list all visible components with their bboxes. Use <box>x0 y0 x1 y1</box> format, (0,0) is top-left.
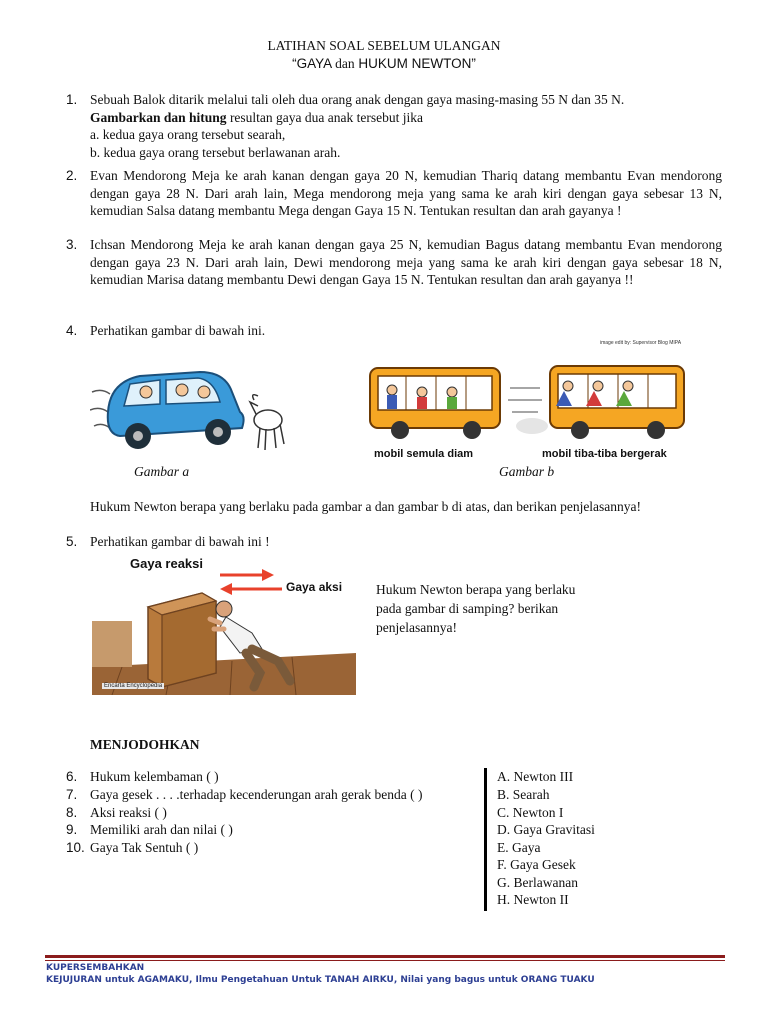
question-1 <box>90 91 730 161</box>
label-gaya-reaksi: Gaya reaksi <box>130 556 204 571</box>
footer-rule <box>45 960 725 961</box>
caption-gambar-a: Gambar a <box>134 464 190 479</box>
answer-option: F. Gaya Gesek <box>497 857 576 872</box>
question-1-number: 1. <box>66 92 78 107</box>
matching-item: Memiliki arah dan nilai ( ) <box>90 822 233 837</box>
bus-illustration <box>360 348 695 458</box>
question-1-line2 <box>90 109 730 127</box>
subtitle-part: HUKUM NEWTON” <box>354 56 476 71</box>
footer-line-1: KUPERSEMBAHKAN <box>46 963 145 973</box>
caption-gambar-b: Gambar b <box>499 464 555 479</box>
question-2: Evan Mendorong Meja ke arah kanan dengan gaya 20 N, kemudian Thariq datang membantu Evan mendorong dengan gaya 28 N. Dari arah lain, Mega mendorong meja yang sama ke arah kiri dengan gaya sebesar 13 N, kemudian Salsa datang membantu Mega dengan Gaya 15 N. Tentukan resultan dan arah gayanya ! <box>90 168 722 218</box>
question-1-option-b: b. kedua gaya orang tersebut berlawanan arah. <box>90 144 341 160</box>
matching-item: Gaya gesek . . . .terhadap kecenderungan arah gerak benda ( ) <box>90 787 423 802</box>
matching-heading: MENJODOHKAN <box>90 737 200 752</box>
matching-divider <box>484 768 487 911</box>
matching-item-number: 8. <box>66 805 78 820</box>
question-5-prompt <box>376 580 575 637</box>
question-3: Ichsan Mendorong Meja ke arah kanan dengan gaya 25 N, kemudian Bagus datang membantu Evan mendorong dengan gaya 23 N. Dari arah lain, Dewi mendorong meja yang sama ke arah kiri dengan gaya sebesar 18 N, kemudian Marisa datang membantu Dewi dengan Gaya 15 N. Tentukan resultan dan arah gayanya !! <box>90 237 722 287</box>
question-4-number: 4. <box>66 323 78 338</box>
car-figure <box>90 362 290 462</box>
question-5-prompt-line1: Hukum Newton berapa yang berlaku <box>376 582 576 597</box>
matching-item: Aksi reaksi ( ) <box>90 805 167 820</box>
car-illustration <box>90 362 290 462</box>
question-5-prompt-line3: penjelasannya! <box>376 620 457 635</box>
answer-option: B. Searah <box>497 787 550 802</box>
question-1-rest: resultan gaya dua anak tersebut jika <box>226 109 423 125</box>
document-subtitle <box>0 56 768 72</box>
matching-item: Hukum kelembaman ( ) <box>90 769 219 784</box>
label-gaya-aksi: Gaya aksi <box>286 580 343 594</box>
answer-option: E. Gaya <box>497 840 541 855</box>
subtitle-dan: dan <box>335 56 355 71</box>
answer-option: C. Newton I <box>497 805 564 820</box>
question-4-text: Perhatikan gambar di bawah ini. <box>90 323 266 338</box>
question-1-option-a: a. kedua gaya orang tersebut searah, <box>90 127 286 142</box>
image-credit: image edit by: Supervisor Blog MIPA <box>600 340 682 346</box>
answer-option: D. Gaya Gravitasi <box>497 822 595 837</box>
answer-option: G. Berlawanan <box>497 875 578 890</box>
question-5-number: 5. <box>66 534 78 549</box>
push-figure <box>92 549 356 695</box>
bus-right-label: mobil tiba-tiba bergerak <box>542 448 667 460</box>
footer-rule <box>45 955 725 958</box>
encarta-credit: Encarta Encyclopedia <box>104 683 163 689</box>
subtitle-part: “GAYA <box>292 56 336 71</box>
bus-figure <box>360 336 695 464</box>
answer-option: A. Newton III <box>497 769 574 784</box>
answer-option: H. Newton II <box>497 892 569 907</box>
question-3-number: 3. <box>66 237 78 252</box>
document-title: LATIHAN SOAL SEBELUM ULANGAN <box>267 38 501 53</box>
matching-item-number: 9. <box>66 822 78 837</box>
footer-line-2: KEJUJURAN untuk AGAMAKU, Ilmu Pengetahuan Untuk TANAH AIRKU, Nilai yang bagus untuk ORANG TUAKU <box>46 975 595 985</box>
question-1-bold: Gambarkan dan hitung <box>90 109 227 125</box>
question-2-number: 2. <box>66 168 78 183</box>
question-5-text: Perhatikan gambar di bawah ini ! <box>90 534 270 549</box>
matching-item: Gaya Tak Sentuh ( ) <box>90 840 199 855</box>
matching-item-number: 10. <box>66 840 85 855</box>
bus-left-label: mobil semula diam <box>374 448 474 460</box>
question-1-line1: Sebuah Balok ditarik melalui tali oleh dua orang anak dengan gaya masing-masing 55 N dan 35 N. <box>90 92 625 107</box>
matching-item-number: 7. <box>66 787 78 802</box>
matching-item-number: 6. <box>66 769 78 784</box>
question-5-prompt-line2: pada gambar di samping? berikan <box>376 601 559 616</box>
question-4-prompt: Hukum Newton berapa yang berlaku pada gambar a dan gambar b di atas, dan berikan penjelasannya! <box>90 499 642 514</box>
